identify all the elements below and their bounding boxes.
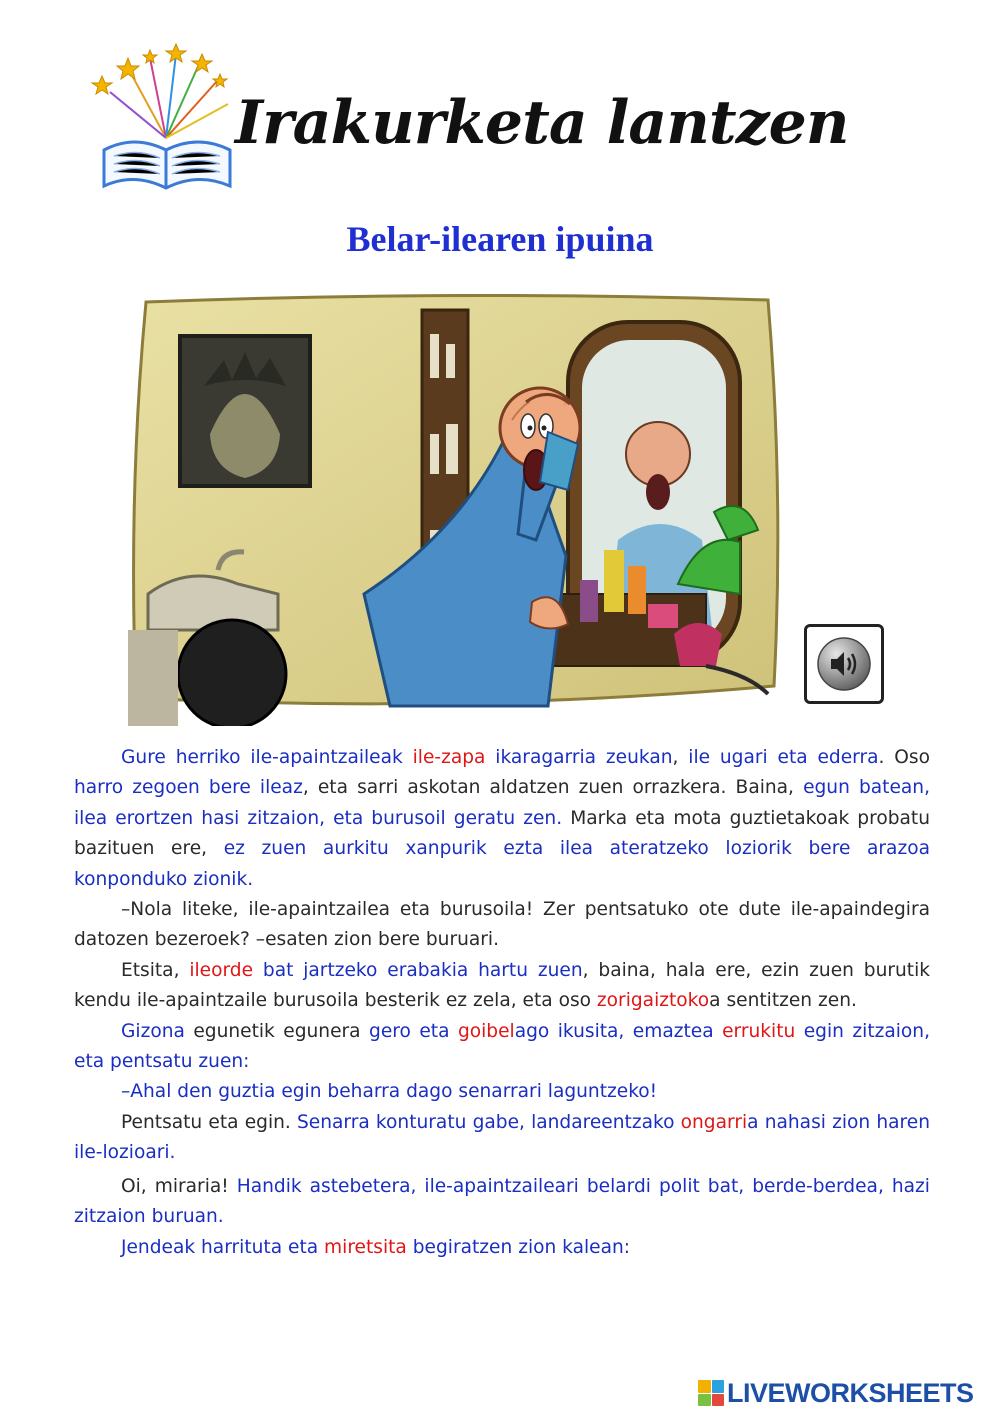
text-segment: harro zegoen bere ileaz [74,777,303,799]
text-segment: Marka eta mota guztietakoak probatu bazituen ere, [74,807,930,860]
text-segment: Handik astebetera, ile-apaintzaileari belardi polit bat, berde-berdea, hazi zitzaion buruan. [74,1175,930,1228]
text-segment: ile ugari eta ederra [688,747,879,768]
text-segment: goibel [457,1020,515,1042]
story-paragraph [74,743,930,895]
story-title: Belar-ilearen ipuina [346,219,654,259]
text-segment: egin zitzaion, eta pentsatu zuen: [74,1020,930,1073]
text-segment: ileorde [189,959,254,981]
story-paragraph [74,1172,930,1233]
story-paragraph [74,1108,930,1169]
text-segment: egun batean, ilea erortzen hasi zitzaion, eta burusoil geratu zen. [74,777,930,829]
text-segment: Senarra konturatu gabe, landareentzako [296,1111,681,1133]
text-segment: , [672,747,689,768]
text-segment: ile-zapa [412,747,486,768]
text-segment: . Oso [878,747,930,768]
play-audio-button[interactable] [804,624,884,704]
barber-mirror-illustration [128,294,788,726]
liveworksheets-logo-icon [698,1380,724,1406]
page-header-title: Irakurketa lantzen [235,88,849,158]
text-segment: ikaragarria zeukan [485,747,673,768]
text-segment: zorigaiztoko [596,990,710,1012]
story-paragraph [74,1077,930,1107]
brand-name: LIVEWORKSHEETS [727,1377,974,1408]
story-paragraph [74,1017,930,1078]
liveworksheets-brand[interactable] [698,1378,974,1408]
text-segment: Etsita, [121,959,190,981]
book-stars-logo [88,40,243,200]
story-paragraph [74,956,930,1017]
text-segment: ongarri [680,1111,748,1133]
text-segment: a sentitzen zen. [709,990,857,1012]
text-segment: bat jartzeko erabakia hartu zuen [253,959,583,981]
text-segment: begiratzen zion kalean: [406,1236,631,1258]
story-paragraph [74,895,930,956]
text-segment: Oi, miraria! [121,1175,237,1197]
text-segment: Pentsatu eta egin. [121,1111,297,1133]
text-segment: , baina, hala ere, ezin zuen burutik kendu ile-apaintzaile burusoila besterik ez zela, eta oso [74,959,931,1012]
text-segment: ez zuen aurkitu xanpurik ezta ilea ateratzeko loziorik bere arazoa konponduko zionik. [74,838,930,890]
text-segment: miretsita [324,1236,407,1258]
text-segment: , eta sarri askotan aldatzen zuen orrazkera. Baina, [302,777,804,799]
text-segment: Gure herriko ile-apaintzaileak [121,747,413,768]
text-segment: gero eta [369,1020,458,1042]
text-segment: egunetik egunera [184,1020,370,1042]
text-segment: ago ikusita, emaztea [514,1020,723,1042]
text-segment: Jendeak harrituta eta [121,1236,325,1258]
text-segment: –Nola liteke, ile-apaintzailea eta burusoila! Zer pentsatuko ote dute ile-apaindegira datozen bezeroek? –esaten zion bere buruari. [74,899,930,951]
text-segment: –Ahal den guztia egin beharra dago senarrari laguntzeko! [121,1081,658,1103]
text-segment: errukitu [722,1020,796,1042]
text-segment: a nahasi zion haren ile-lozioari. [74,1111,930,1164]
story-body [74,743,930,1263]
speaker-icon [816,636,872,692]
text-segment: Gizona [121,1020,185,1042]
story-paragraph [74,1233,930,1263]
